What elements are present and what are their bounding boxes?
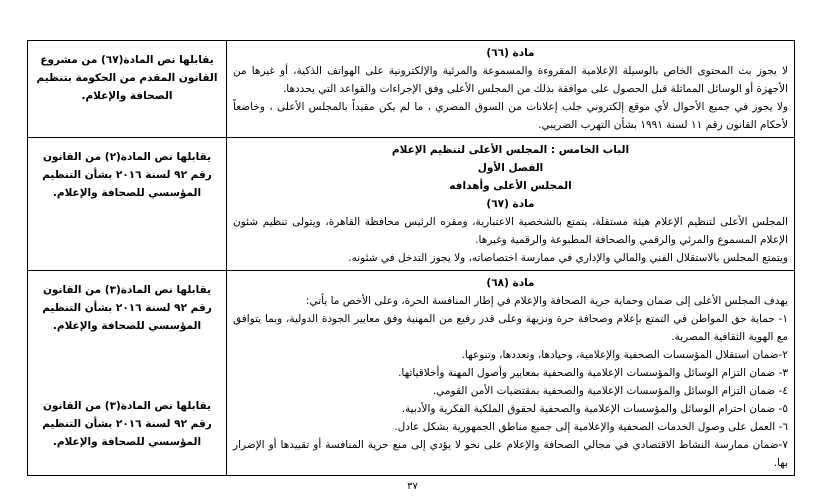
article-list-item: ٦- العمل على وصول الخدمات الصحفية والإعلامية إلى جميع مناطق الجمهورية بشكل عادل. bbox=[394, 421, 788, 433]
page-number: ٣٧ bbox=[407, 481, 418, 492]
article-paragraph: المجلس الأعلى لتنظيم الإعلام هيئة مستقلة، يتمتع بالشخصية الاعتبارية، ومقره الرئيس محافظة القاهرة، ويتولى تنظيم شئون الإعلام المسموع والمرئي والرقمي والصحافة المطبوعة والرقمية وغيرها. bbox=[233, 216, 788, 246]
section-heading: الفصل الأول bbox=[477, 162, 544, 174]
article-list-item: ١- حماية حق المواطن في التمتع بإعلام وصحافة حرة ونزيهة وعلى قدر رفيع من المهنية وفق معايير الجودة الدولية، وبما يتوافق مع الهوية الثقافية المصرية. bbox=[233, 313, 788, 343]
reference-note: يقابلها نص المادة(٣) من القانون رقم ٩٢ لسنة ٢٠١٦ بشأن التنظيم المؤسسي للصحافة والإعلام. bbox=[42, 284, 212, 332]
article-list-item: ٢-ضمان استقلال المؤسسات الصحفية والإعلامية، وحيادها، وتعددها، وتنوعها. bbox=[461, 349, 788, 361]
article-list-item: ٥- ضمان احترام الوسائل والمؤسسات الإعلامية والصحفية لحقوق الملكية الفكرية والأدبية. bbox=[401, 403, 788, 415]
table-row bbox=[28, 138, 795, 271]
article-paragraph: ويتمتع المجلس بالاستقلال الفني والمالي والإداري في ممارسة اختصاصاته، ولا يجوز التدخل في شئونه. bbox=[348, 252, 788, 264]
reference-cell bbox=[28, 271, 227, 476]
article-title: مادة (٦٨) bbox=[486, 277, 535, 289]
table-row bbox=[28, 271, 795, 476]
article-title: مادة (٦٧) bbox=[486, 198, 535, 210]
document-page bbox=[30, 40, 795, 476]
article-paragraph: يهدف المجلس الأعلى إلى ضمان وحماية حرية الصحافة والإعلام في إطار المنافسة الحرة، وعلى الأخص ما يأتي: bbox=[305, 295, 788, 307]
reference-note: يقابلها نص المادة(٣) من القانون رقم ٩٢ لسنة ٢٠١٦ بشأن التنظيم المؤسسي للصحافة والإعلام. bbox=[42, 400, 212, 448]
subsection-heading: المجلس الأعلى وأهدافه bbox=[449, 180, 572, 192]
article-title: مادة (٦٦) bbox=[486, 47, 535, 59]
article-paragraph: لا يجوز بث المحتوى الخاص بالوسيلة الإعلامية المقروءة والمسموعة والمرئية والإلكترونية على الهواتف الذكية، أو غيرها من الأجهزة أو الوسائل المماثلة قبل الحصول على موافقة بذلك من المجلس الأعلى وفق الإجراءات والقواعد التي يحددها. bbox=[233, 65, 788, 95]
law-text-cell bbox=[227, 271, 795, 476]
law-text-cell bbox=[227, 41, 795, 138]
article-list-item: ٤- ضمان التزام الوسائل والمؤسسات الإعلامية والصحفية بمقتضيات الأمن القومي. bbox=[432, 385, 788, 397]
article-list-item: ٣- ضمان التزام الوسائل والمؤسسات الإعلامية والصحفية بمعايير وأصول المهنة وأخلاقياتها. bbox=[398, 367, 788, 379]
article-paragraph: ولا يجوز في جميع الأحوال لأي موقع إلكتروني جلب إعلانات من السوق المصري ، ما لم يكن مقيداً بالمجلس الأعلى ، وخاضعاً لأحكام القانون رقم ١١ لسنة ١٩٩١ بشأن التهرب الضريبي. bbox=[233, 101, 788, 131]
reference-note: يقابلها نص المادة(٦٧) من مشروع القانون المقدم من الحكومة بتنظيم الصحافة والإعلام. bbox=[36, 54, 218, 102]
reference-cell bbox=[28, 41, 227, 138]
comparison-table bbox=[27, 40, 795, 476]
chapter-heading: الباب الخامس : المجلس الأعلى لتنظيم الإعلام bbox=[391, 144, 630, 156]
reference-cell bbox=[28, 138, 227, 271]
law-text-cell bbox=[227, 138, 795, 271]
table-row bbox=[28, 41, 795, 138]
article-list-item: ٧-ضمان ممارسة النشاط الاقتصادي في مجالي الصحافة والإعلام على نحو لا يؤدي إلى منع حرية المنافسة أو تقييدها أو الإضرار بها. bbox=[233, 439, 788, 469]
reference-note: يقابلها نص المادة(٢) من القانون رقم ٩٢ لسنة ٢٠١٦ بشأن التنظيم المؤسسي للصحافة والإعلام. bbox=[42, 151, 212, 199]
